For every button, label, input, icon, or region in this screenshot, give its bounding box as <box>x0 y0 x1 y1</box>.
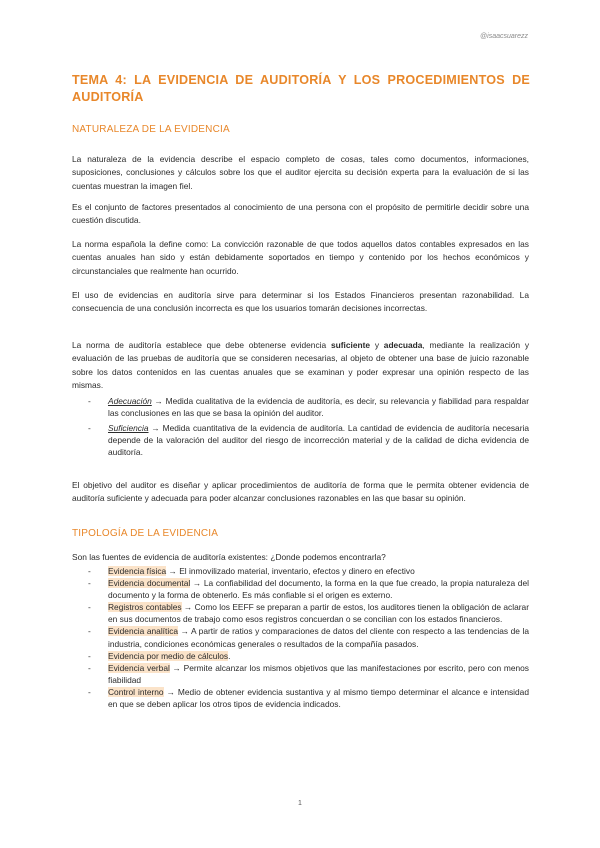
evidence-type-term: Evidencia analítica <box>108 626 179 637</box>
author-handle: @isaacsuarezz <box>480 33 528 40</box>
term-suficiente: suficiente <box>330 340 371 350</box>
quality-list <box>88 395 529 458</box>
evidence-type-term: Registros contables <box>108 602 182 613</box>
evidence-type-term: Evidencia documental <box>108 578 191 589</box>
evidence-type-term: Evidencia física <box>108 566 167 576</box>
list-item <box>88 422 529 458</box>
list-text: → La confiabilidad del documento, la forma en la que fue creado, la propia naturaleza del documento y la forma de obtenerlo. Es más confiable si el origen es externo. <box>108 578 529 601</box>
term-adecuada: adecuada <box>383 340 423 350</box>
list-text: . <box>228 650 231 661</box>
evidence-types-list <box>88 565 529 710</box>
list-item <box>88 601 529 625</box>
list-term: Suficiencia <box>108 423 149 434</box>
page-number: 1 <box>298 800 302 807</box>
evidence-type-term: Evidencia verbal <box>108 662 170 673</box>
paragraph-2: Es el conjunto de factores presentados al conocimiento de una persona con el propósito de permitirle decidir sobre una cuestión discutida. <box>72 202 529 226</box>
list-text: → Medida cualitativa de la evidencia de auditoría, es decir, su relevancia y fiabilidad para respaldar las conclusiones en las que se basa la opinión del auditor. <box>108 396 529 419</box>
paragraph-5-post: , mediante la realización y evaluación de las pruebas de auditoría que se consideren necesarias, al objeto de obtener una base de juicio razonable sobre los datos contenidos en las cuentas anuales que se examinan y poder expresar una opinión respecto de las mismas. <box>72 340 530 391</box>
list-item <box>88 625 529 649</box>
list-term: Adecuación <box>108 396 152 406</box>
paragraph-4: El uso de evidencias en auditoría sirve para determinar si los Estados Financieros presentan razonabilidad. La consecuencia de una conclusión incorrecta es que los usuarios tomarán decisiones incorrectas. <box>72 290 529 314</box>
list-text: → El inmovilizado material, inventario, efectos y dinero en efectivo <box>166 566 415 576</box>
evidence-type-term: Evidencia por medio de cálculos <box>108 650 229 661</box>
paragraph-5-pre: La norma de auditoría establece que debe obtenerse evidencia <box>72 340 331 350</box>
list-item <box>88 395 529 419</box>
list-text: → Medida cuantitativa de la evidencia de auditoría. La cantidad de evidencia de auditoría necesaria depende de la valoración del auditor del riesgo de incorrección material y de la calidad de dicha evidencia de auditoría. <box>108 423 529 458</box>
list-item <box>88 565 529 577</box>
list-item <box>88 577 529 601</box>
list-text: → Como los EEFF se preparan a partir de estos, los auditores tienen la obligación de aclarar en sus documentos de trabajo como esos registros concuerdan o se concilian con los estados financieros. <box>108 602 529 625</box>
list-item <box>88 662 529 686</box>
paragraph-3: La norma española la define como: La convicción razonable de que todos aquellos datos contables expresados en las cuentas anuales han sido y están debidamente soportados en tiempo y contenido por los hechos económicos y circunstanciales que realmente han ocurrido. <box>72 239 529 276</box>
tipologia-intro: Son las fuentes de evidencia de auditoría existentes: ¿Donde podemos encontrarla? <box>72 552 386 562</box>
section-heading-tipologia: TIPOLOGÍA DE LA EVIDENCIA <box>72 528 219 539</box>
list-item <box>88 686 529 710</box>
evidence-type-term: Control interno <box>108 686 164 697</box>
list-text: → A partir de ratios y comparaciones de datos del cliente con respecto a las tendencias de la industria, condiciones económicas generales o resultados de la compañía pasados. <box>108 626 529 649</box>
paragraph-6: El objetivo del auditor es diseñar y aplicar procedimientos de auditoría de forma que le permita obtener evidencia de auditoría suficiente y adecuada para poder alcanzar conclusiones razonables en las que basar su opinión. <box>72 480 529 504</box>
list-text: → Permite alcanzar los mismos objetivos que las manifestaciones por escrito, pero con menos fiabilidad <box>108 662 529 685</box>
section-heading-naturaleza: NATURALEZA DE LA EVIDENCIA <box>72 124 230 135</box>
paragraph-5-mid: y <box>370 340 384 350</box>
paragraph-5 <box>72 339 529 393</box>
paragraph-1: La naturaleza de la evidencia describe el espacio completo de cosas, tales como documentos, informaciones, suposiciones, conclusiones y cálculos sobre los que el auditor ejercita su decisión experta para la evaluación de si las cuentas muestran la imagen fiel. <box>72 154 529 191</box>
list-text: → Medio de obtener evidencia sustantiva y al mismo tiempo determinar el alcance e intensidad en que se deben aplicar los otros tipos de evidencia indicados. <box>108 686 529 710</box>
list-item <box>88 650 529 662</box>
page-title: TEMA 4: LA EVIDENCIA DE AUDITORÍA Y LOS PROCEDIMIENTOS DE AUDITORÍA <box>72 73 530 104</box>
